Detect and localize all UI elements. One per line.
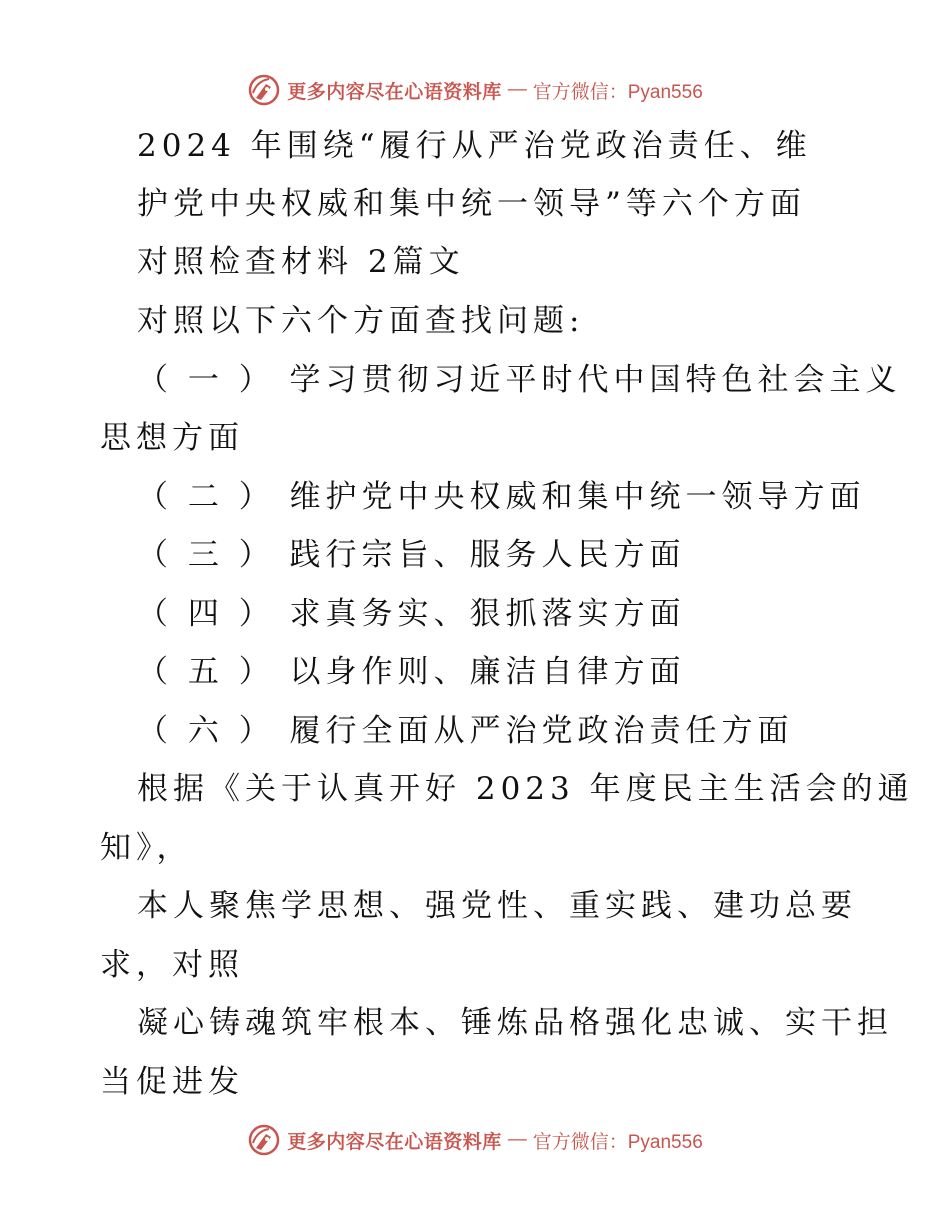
doc-item-2: （ 二 ） 维护党中央权威和集中统一领导方面 <box>137 479 866 515</box>
watermark-brand-text: 更多内容尽在心语资料库 <box>287 80 502 103</box>
doc-para-3-line-1: 凝心铸魂筑牢根本、锤炼品格强化忠诚、实干担 <box>137 1005 893 1041</box>
doc-item-5: （ 五 ） 以身作则、廉洁自律方面 <box>137 654 686 690</box>
doc-item-1-line-1: （ 一 ） 学习贯彻习近平时代中国特色社会主义 <box>137 362 902 398</box>
doc-para-2-line-1: 本人聚焦学思想、强党性、重实践、建功总要 <box>137 888 857 924</box>
doc-item-6: （ 六 ） 履行全面从严治党政治责任方面 <box>137 713 794 749</box>
pen-nib-logo-icon <box>247 1123 281 1157</box>
doc-para-1-line-1: 根据《关于认真开好 2023 年度民主生活会的通 <box>137 771 914 807</box>
doc-title-line-1: 2024 年围绕“履行从严治党政治责任、维 <box>137 128 812 164</box>
watermark-separator: — <box>507 1129 527 1150</box>
doc-item-4: （ 四 ） 求真务实、狠抓落实方面 <box>137 596 686 632</box>
pen-nib-logo-icon <box>247 73 281 107</box>
doc-para-1-line-2: 知》， <box>100 830 193 866</box>
watermark-brand-text: 更多内容尽在心语资料库 <box>287 1130 502 1153</box>
doc-title-line-3: 对照检查材料 2篇文 <box>137 244 465 280</box>
doc-para-2-line-2: 求，对照 <box>100 947 244 983</box>
doc-para-3-line-2: 当促进发 <box>100 1064 244 1100</box>
watermark-wechat-text: 官方微信：Pyan556 <box>532 1131 703 1153</box>
doc-item-1-line-2: 思想方面 <box>100 420 244 456</box>
footer-watermark-banner <box>0 1120 950 1160</box>
doc-item-3: （ 三 ） 践行宗旨、服务人民方面 <box>137 537 686 573</box>
watermark-separator: — <box>507 79 527 100</box>
watermark-wechat-text: 官方微信：Pyan556 <box>532 81 703 103</box>
doc-title-line-2: 护党中央权威和集中统一领导”等六个方面 <box>137 186 806 222</box>
header-watermark-banner <box>0 70 950 110</box>
doc-intro: 对照以下六个方面查找问题: <box>137 303 585 339</box>
